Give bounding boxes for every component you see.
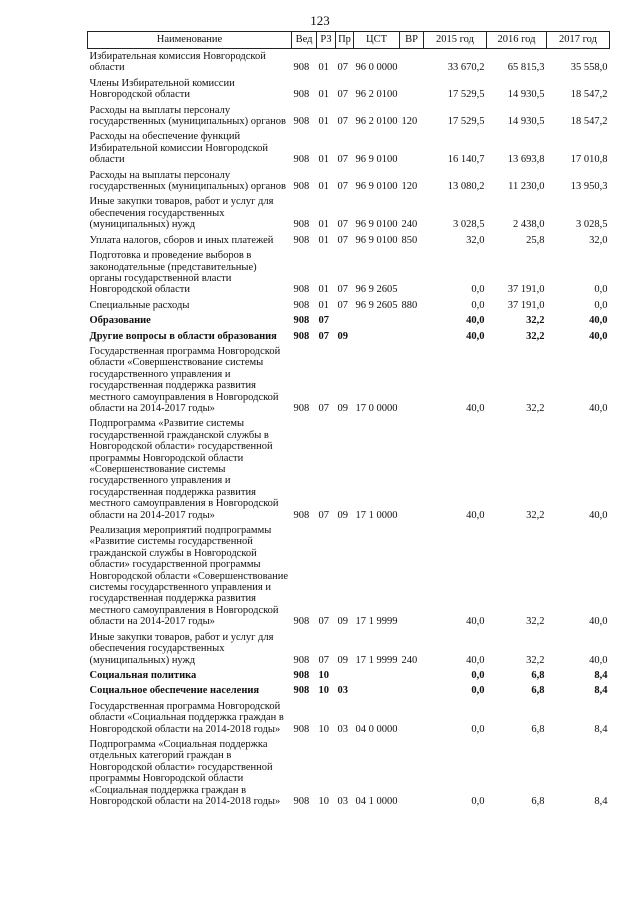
cell-cst — [354, 683, 400, 698]
cell-vr — [400, 329, 424, 344]
cell-2015: 0,0 — [471, 284, 485, 296]
header-2016: 2016 год — [487, 32, 547, 49]
cell-2017: 40,0 — [589, 330, 608, 342]
cell-pr: 03 — [337, 723, 348, 735]
cell-2017: 40,0 — [589, 654, 608, 666]
cell-ved: 908 — [293, 219, 310, 231]
cell-2017: 8,4 — [594, 685, 608, 697]
cell-rz: 07 — [318, 654, 329, 666]
cell-pr: 09 — [337, 402, 348, 414]
cell-ved: 908 — [293, 330, 310, 342]
table-row — [88, 168, 610, 195]
cell-name: Государственная программа Новгородской области «Совершенствование системы государственного управления и государственная поддержка развития местного самоуправления в Новгородской области на 2014-2017 годы» — [89, 345, 281, 414]
cell-2016: 11 230,0 — [508, 181, 545, 193]
cell-vr: 240 — [401, 219, 418, 231]
cell-vr — [400, 699, 424, 737]
cell-2015: 0,0 — [471, 795, 485, 807]
cell-2016: 2 438,0 — [513, 219, 545, 231]
cell-pr: 07 — [337, 219, 348, 231]
cell-ved: 908 — [293, 616, 310, 628]
cell-name: Подпрограмма «Социальная поддержка отдельных категорий граждан в Новгородской области» государственной программы Новгородской области «Социальная поддержка граждан в Новгородской области на 2014-2018 годы» — [89, 738, 281, 807]
cell-pr: 09 — [337, 330, 348, 342]
cell-vr — [400, 49, 424, 76]
cell-2017: 40,0 — [589, 315, 608, 327]
cell-2016: 6,8 — [531, 795, 545, 807]
cell-cst: 96 9 2605 — [355, 284, 398, 296]
cell-2017: 8,4 — [594, 795, 608, 807]
table-row — [88, 699, 610, 737]
cell-2016: 32,2 — [526, 315, 545, 327]
cell-2016: 6,8 — [531, 723, 545, 735]
cell-2016: 13 693,8 — [507, 154, 545, 166]
table-row — [88, 668, 610, 683]
cell-2016: 32,2 — [526, 654, 545, 666]
table-row — [88, 194, 610, 232]
cell-name: Подготовка и проведение выборов в законодательные (представительные) органы государственной власти Новгородской области — [89, 250, 257, 296]
cell-2017: 18 547,2 — [570, 116, 608, 128]
cell-2016: 37 191,0 — [507, 284, 545, 296]
cell-2017: 3 028,5 — [576, 219, 608, 231]
cell-rz: 01 — [318, 62, 329, 74]
cell-pr: 07 — [337, 116, 348, 128]
cell-pr: 03 — [337, 685, 348, 697]
cell-2015: 0,0 — [471, 723, 485, 735]
cell-2015: 17 529,5 — [447, 116, 485, 128]
cell-ved: 908 — [293, 315, 310, 327]
table-row — [88, 248, 610, 298]
cell-2017: 0,0 — [594, 284, 608, 296]
cell-pr — [336, 313, 354, 328]
cell-cst: 96 0 0000 — [355, 62, 398, 74]
cell-vr — [400, 248, 424, 298]
cell-ved: 908 — [293, 669, 310, 681]
cell-vr: 880 — [401, 299, 418, 311]
cell-2015: 40,0 — [466, 330, 485, 342]
cell-cst — [354, 329, 400, 344]
cell-2017: 17 010,8 — [570, 154, 608, 166]
cell-pr: 09 — [337, 616, 348, 628]
cell-2015: 0,0 — [471, 299, 485, 311]
cell-ved: 908 — [293, 62, 310, 74]
cell-name: Расходы на выплаты персоналу государственных (муниципальных) органов — [89, 169, 287, 193]
cell-ved: 908 — [293, 154, 310, 166]
header-2015: 2015 год — [424, 32, 487, 49]
cell-vr — [400, 313, 424, 328]
cell-ved: 908 — [293, 402, 310, 414]
table-row — [88, 344, 610, 416]
cell-vr — [400, 683, 424, 698]
cell-ved: 908 — [293, 299, 310, 311]
cell-2017: 8,4 — [594, 723, 608, 735]
cell-2015: 3 028,5 — [453, 219, 485, 231]
cell-ved: 908 — [293, 89, 310, 101]
cell-pr: 07 — [337, 284, 348, 296]
cell-vr: 240 — [401, 654, 418, 666]
cell-2015: 33 670,2 — [447, 62, 485, 74]
table-row — [88, 76, 610, 103]
cell-ved: 908 — [293, 654, 310, 666]
cell-2015: 16 140,7 — [447, 154, 485, 166]
cell-vr — [400, 668, 424, 683]
cell-cst: 96 9 2605 — [355, 299, 398, 311]
cell-cst: 17 1 9999 — [355, 616, 398, 628]
cell-2015: 40,0 — [466, 402, 485, 414]
cell-2017: 8,4 — [594, 669, 608, 681]
cell-ved: 908 — [293, 509, 310, 521]
header-cst: ЦСТ — [354, 32, 400, 49]
cell-2016: 25,8 — [526, 234, 545, 246]
cell-pr: 07 — [337, 89, 348, 101]
cell-ved: 908 — [293, 795, 310, 807]
cell-name: Иные закупки товаров, работ и услуг для обеспечения государственных (муниципальных) нужд — [89, 631, 274, 666]
cell-2015: 0,0 — [471, 685, 485, 697]
cell-2016: 37 191,0 — [507, 299, 545, 311]
table-row — [88, 630, 610, 668]
cell-pr — [336, 668, 354, 683]
cell-2017: 18 547,2 — [570, 89, 608, 101]
cell-cst: 96 2 0100 — [355, 116, 398, 128]
cell-rz: 01 — [318, 89, 329, 101]
cell-name: Государственная программа Новгородской области «Социальная поддержка граждан в Новгородской области на 2014-2018 годы» — [89, 700, 284, 735]
cell-vr: 850 — [401, 234, 418, 246]
cell-2015: 0,0 — [471, 669, 485, 681]
cell-2016: 14 930,5 — [507, 116, 545, 128]
cell-cst: 96 2 0100 — [355, 89, 398, 101]
cell-ved: 908 — [293, 723, 310, 735]
header-name: Наименование — [88, 32, 292, 49]
cell-rz: 01 — [318, 116, 329, 128]
cell-pr: 09 — [337, 509, 348, 521]
cell-rz: 10 — [318, 723, 329, 735]
cell-ved: 908 — [293, 284, 310, 296]
cell-name: Социальное обеспечение населения — [89, 685, 260, 697]
cell-vr: 120 — [401, 116, 418, 128]
cell-name: Другие вопросы в области образования — [89, 330, 277, 342]
cell-name: Социальная политика — [89, 669, 197, 681]
cell-vr — [400, 737, 424, 809]
table-row — [88, 737, 610, 809]
cell-name: Избирательная комиссия Новгородской области — [89, 51, 266, 74]
table-row — [88, 416, 610, 523]
cell-rz: 01 — [318, 299, 329, 311]
cell-2015: 32,0 — [466, 234, 485, 246]
cell-rz: 10 — [318, 669, 329, 681]
cell-name: Реализация мероприятий подпрограммы «Развитие системы государственной гражданской службы в Новгородской области» государственной программы Новгородской области «Совершенствование системы государственного управления и государственная поддержка развития местного самоуправления в Новгородской области на 2014-2017 годы» — [89, 525, 289, 628]
cell-ved: 908 — [293, 685, 310, 697]
cell-2015: 13 080,2 — [447, 181, 485, 193]
cell-cst — [354, 668, 400, 683]
cell-cst: 96 9 0100 — [355, 154, 398, 166]
cell-pr: 03 — [337, 795, 348, 807]
cell-ved: 908 — [293, 116, 310, 128]
cell-2016: 32,2 — [526, 616, 545, 628]
table-body — [88, 49, 610, 810]
cell-2016: 65 815,3 — [507, 62, 545, 74]
table-row — [88, 49, 610, 76]
cell-rz: 01 — [318, 154, 329, 166]
header-2017: 2017 год — [547, 32, 610, 49]
table-row — [88, 313, 610, 328]
table-row — [88, 683, 610, 698]
cell-rz: 01 — [318, 234, 329, 246]
table-row — [88, 129, 610, 167]
cell-2016: 14 930,5 — [507, 89, 545, 101]
cell-rz: 07 — [318, 330, 329, 342]
header-rz: РЗ — [317, 32, 336, 49]
cell-pr: 09 — [337, 654, 348, 666]
cell-2017: 40,0 — [589, 616, 608, 628]
cell-rz: 07 — [318, 315, 329, 327]
cell-cst: 17 1 0000 — [355, 509, 398, 521]
cell-2015: 40,0 — [466, 616, 485, 628]
cell-2016: 32,2 — [526, 509, 545, 521]
cell-pr: 07 — [337, 154, 348, 166]
cell-cst: 04 1 0000 — [355, 795, 398, 807]
page-number: 123 — [310, 13, 330, 28]
cell-pr: 07 — [337, 62, 348, 74]
cell-2016: 32,2 — [526, 402, 545, 414]
cell-2015: 40,0 — [466, 509, 485, 521]
cell-2017: 32,0 — [589, 234, 608, 246]
cell-2017: 13 950,3 — [570, 181, 608, 193]
cell-ved: 908 — [293, 181, 310, 193]
cell-2017: 0,0 — [594, 299, 608, 311]
budget-table — [87, 31, 610, 809]
cell-2016: 6,8 — [531, 669, 545, 681]
cell-rz: 10 — [318, 685, 329, 697]
header-ved: Вед — [292, 32, 317, 49]
cell-cst — [354, 313, 400, 328]
cell-name: Подпрограмма «Развитие системы государственной гражданской службы в Новгородской области» государственной программы Новгородской области «Совершенствование системы государственного управления и государственная поддержка развития местного самоуправления в Новгородской области на 2014-2017 годы» — [89, 418, 279, 521]
cell-rz: 07 — [318, 402, 329, 414]
cell-2015: 40,0 — [466, 654, 485, 666]
cell-cst: 96 9 0100 — [355, 181, 398, 193]
cell-rz: 07 — [318, 509, 329, 521]
cell-vr — [400, 76, 424, 103]
cell-name: Уплата налогов, сборов и иных платежей — [89, 234, 274, 246]
cell-vr — [400, 129, 424, 167]
cell-cst: 17 0 0000 — [355, 402, 398, 414]
table-row — [88, 329, 610, 344]
cell-name: Расходы на выплаты персоналу государственных (муниципальных) органов — [89, 104, 287, 128]
table-row — [88, 298, 610, 313]
cell-2016: 6,8 — [531, 685, 545, 697]
header-pr: Пр — [336, 32, 354, 49]
cell-2015: 17 529,5 — [447, 89, 485, 101]
cell-pr: 07 — [337, 299, 348, 311]
cell-2017: 35 558,0 — [570, 62, 608, 74]
cell-name: Члены Избирательной комиссии Новгородской области — [89, 77, 235, 101]
cell-vr — [400, 523, 424, 630]
cell-vr — [400, 344, 424, 416]
header-vr: ВР — [400, 32, 424, 49]
cell-rz: 01 — [318, 284, 329, 296]
cell-name: Расходы на обеспечение функций Избирательной комиссии Новгородской области — [89, 131, 269, 166]
cell-2017: 40,0 — [589, 509, 608, 521]
cell-vr — [400, 416, 424, 523]
cell-rz: 01 — [318, 181, 329, 193]
cell-ved: 908 — [293, 234, 310, 246]
cell-cst: 17 1 9999 — [355, 654, 398, 666]
cell-rz: 07 — [318, 616, 329, 628]
cell-2015: 40,0 — [466, 315, 485, 327]
cell-rz: 01 — [318, 219, 329, 231]
cell-pr: 07 — [337, 181, 348, 193]
table-header — [88, 32, 610, 49]
cell-rz: 10 — [318, 795, 329, 807]
cell-cst: 04 0 0000 — [355, 723, 398, 735]
cell-pr: 07 — [337, 234, 348, 246]
cell-2016: 32,2 — [526, 330, 545, 342]
cell-2017: 40,0 — [589, 402, 608, 414]
cell-name: Иные закупки товаров, работ и услуг для обеспечения государственных (муниципальных) нужд — [89, 196, 274, 231]
cell-name: Специальные расходы — [89, 299, 190, 311]
cell-cst: 96 9 0100 — [355, 219, 398, 231]
cell-vr: 120 — [401, 181, 418, 193]
cell-name: Образование — [89, 315, 151, 327]
table-row — [88, 233, 610, 248]
table-row — [88, 523, 610, 630]
table-row — [88, 103, 610, 130]
cell-cst: 96 9 0100 — [355, 234, 398, 246]
